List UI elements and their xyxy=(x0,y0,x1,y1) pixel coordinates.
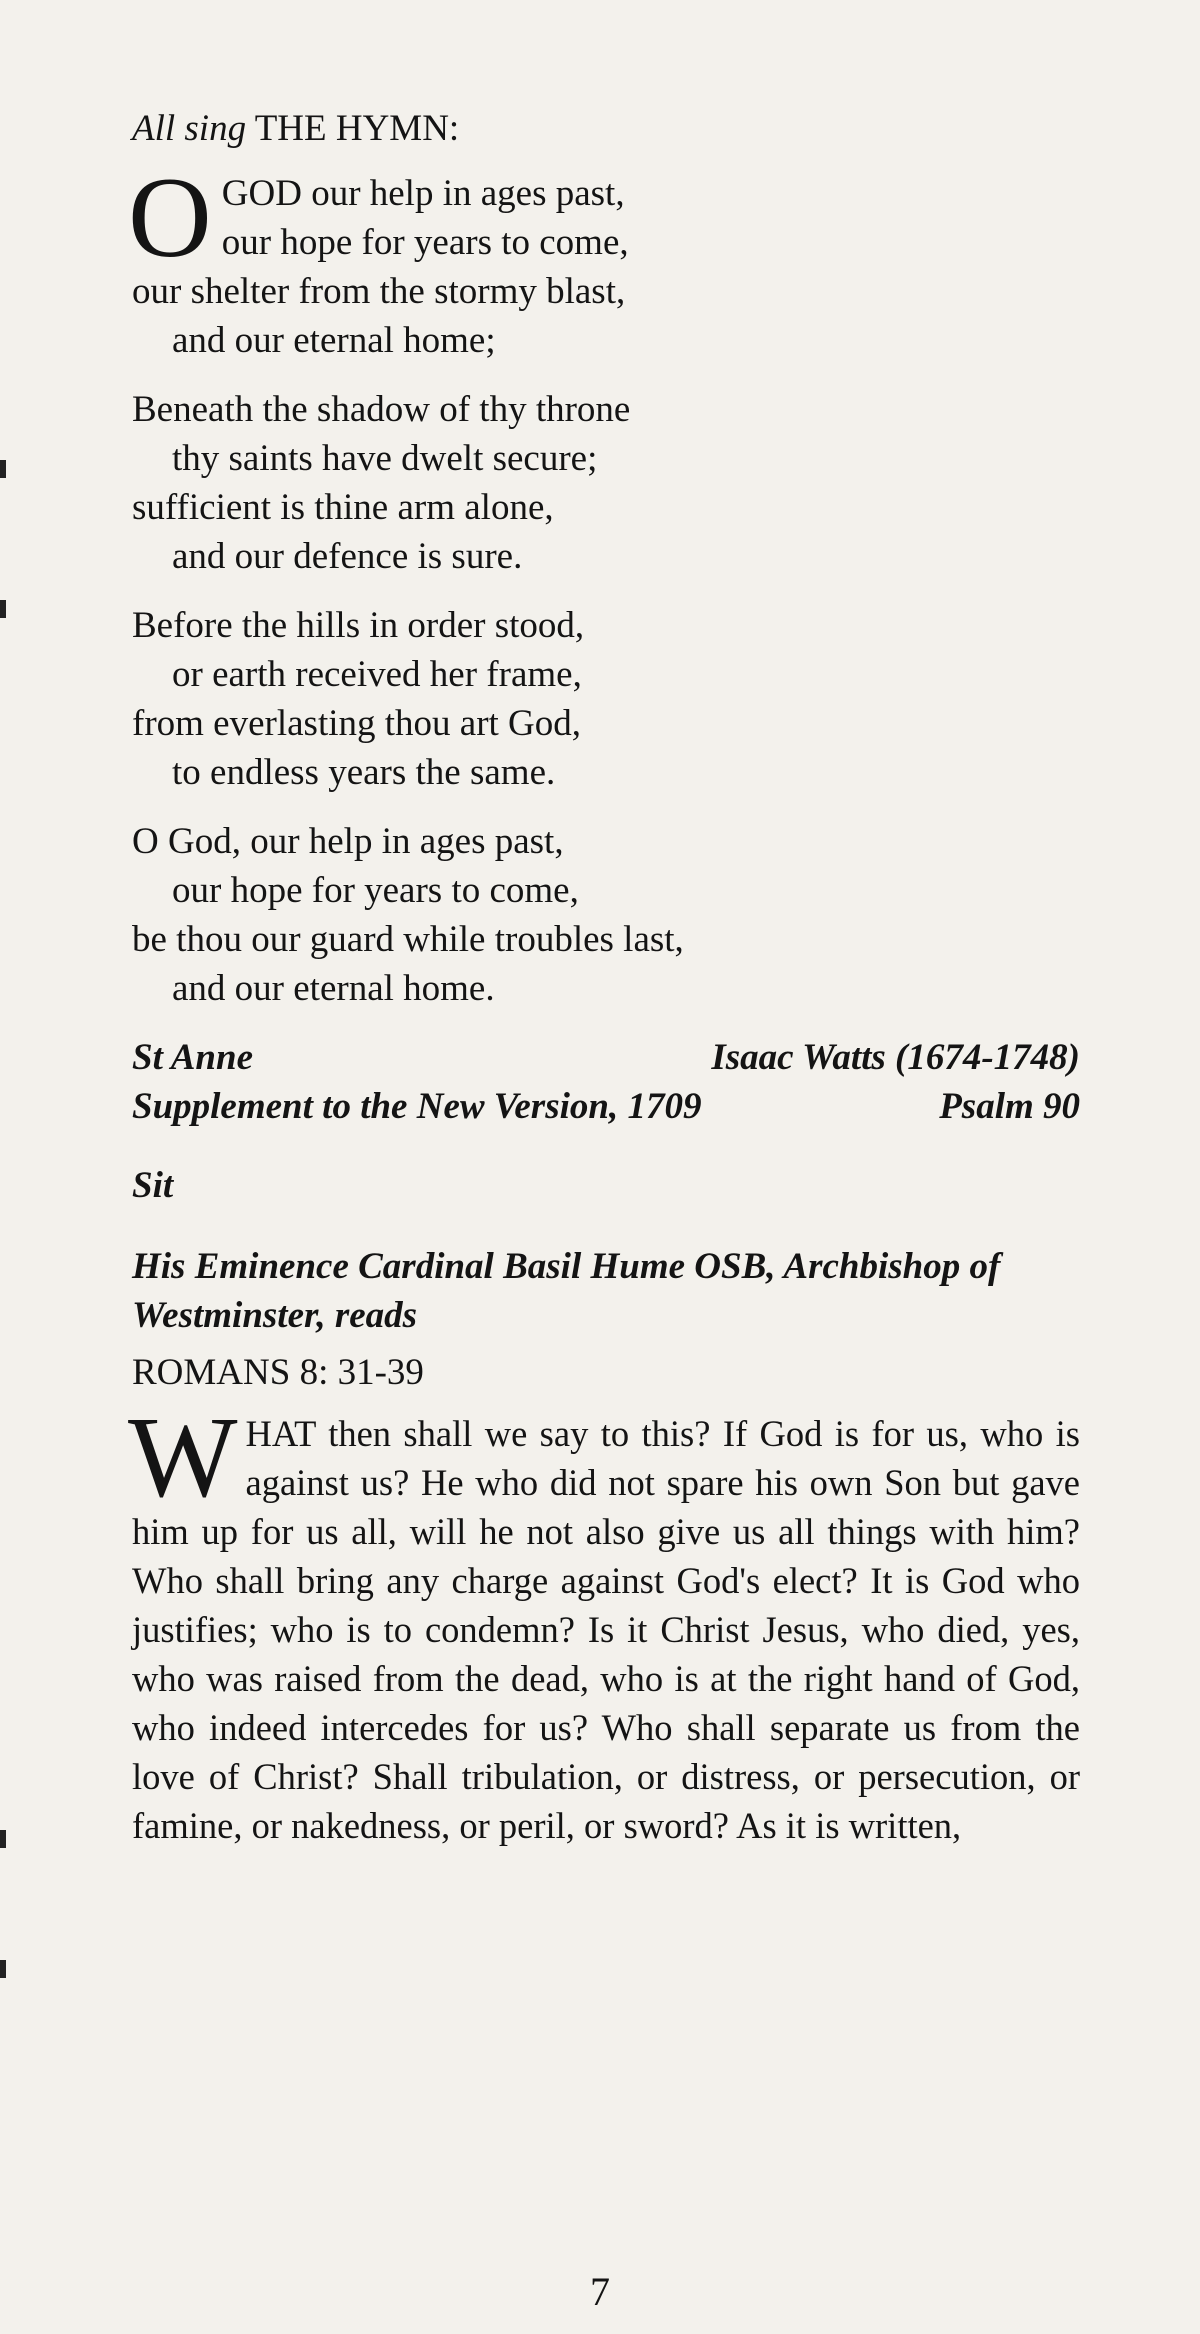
hymn-stanza-3 xyxy=(132,601,1080,797)
hymn-line: thy saints have dwelt secure; xyxy=(172,438,598,479)
sit-rubric: Sit xyxy=(132,1165,174,1206)
hymn-line: or earth received her frame, xyxy=(172,654,582,695)
hymn-credit-row-2 xyxy=(132,1082,1080,1131)
hymn-line: O God, our help in ages past, xyxy=(132,821,564,862)
hymn-line: be thou our guard while troubles last, xyxy=(132,919,684,960)
hymn-line: Before the hills in order stood, xyxy=(132,605,585,646)
hymn-line: and our eternal home. xyxy=(172,968,495,1009)
hymn-line: and our eternal home; xyxy=(172,320,496,361)
binding-mark-3 xyxy=(0,1830,6,1848)
hymn-line: to endless years the same. xyxy=(172,752,556,793)
page-number: 7 xyxy=(590,2269,610,2314)
tune-name: St Anne xyxy=(132,1037,253,1078)
hymn-author: Isaac Watts (1674-1748) xyxy=(711,1037,1080,1078)
hymn-stanza-2 xyxy=(132,385,1080,581)
hymn-line: GOD our help in ages past, xyxy=(221,173,625,214)
hymn-stanza-4 xyxy=(132,817,1080,1013)
hymn-rubric xyxy=(132,104,1080,153)
hymn-line: sufficient is thine arm alone, xyxy=(132,487,554,528)
binding-mark-4 xyxy=(0,1960,6,1978)
psalm-reference: Psalm 90 xyxy=(939,1086,1080,1127)
hymn-line: from everlasting thou art God, xyxy=(132,703,582,744)
hymn-line: Beneath the shadow of thy throne xyxy=(132,389,631,430)
hymn-stanza-1 xyxy=(128,154,1080,365)
rubric-instruction: All sing xyxy=(132,108,247,149)
reading-body: HAT then shall we say to this? If God is for us, who is against us? He who did not spare his own Son but gave him up for us all, will he not also give us all things with him? Who shall bring any charge against God's elect? It is God who justifies; who is to condemn? Is it Christ Jesus, who died, yes, who was raised from the dead, who is at the right hand of God, who indeed intercedes for us? Who shall separate us from the love of Christ? Shall tribulation, or distress, or persecution, or famine, or nakedness, or peril, or sword? As it is written, xyxy=(132,1413,1080,1846)
page-content xyxy=(128,104,1080,1850)
reading-text xyxy=(128,1394,1080,1850)
hymn-dropcap: O xyxy=(128,154,212,282)
reading-reference: ROMANS 8: 31-39 xyxy=(132,1352,424,1393)
hymn-source: Supplement to the New Version, 1709 xyxy=(132,1086,702,1127)
hymn-credit-row-1 xyxy=(132,1033,1080,1082)
rubric-title: THE HYMN: xyxy=(254,108,460,149)
reading-dropcap: W xyxy=(128,1394,238,1522)
hymn-line: our hope for years to come, xyxy=(172,870,579,911)
hymn-line: our hope for years to come, xyxy=(221,222,629,263)
hymn-line: our shelter from the stormy blast, xyxy=(132,271,626,312)
reader-rubric: His Eminence Cardinal Basil Hume OSB, Archbishop of Westminster, reads xyxy=(132,1246,1001,1336)
hymn-line: and our defence is sure. xyxy=(172,536,523,577)
binding-mark-1 xyxy=(0,460,6,478)
binding-mark-2 xyxy=(0,600,6,618)
